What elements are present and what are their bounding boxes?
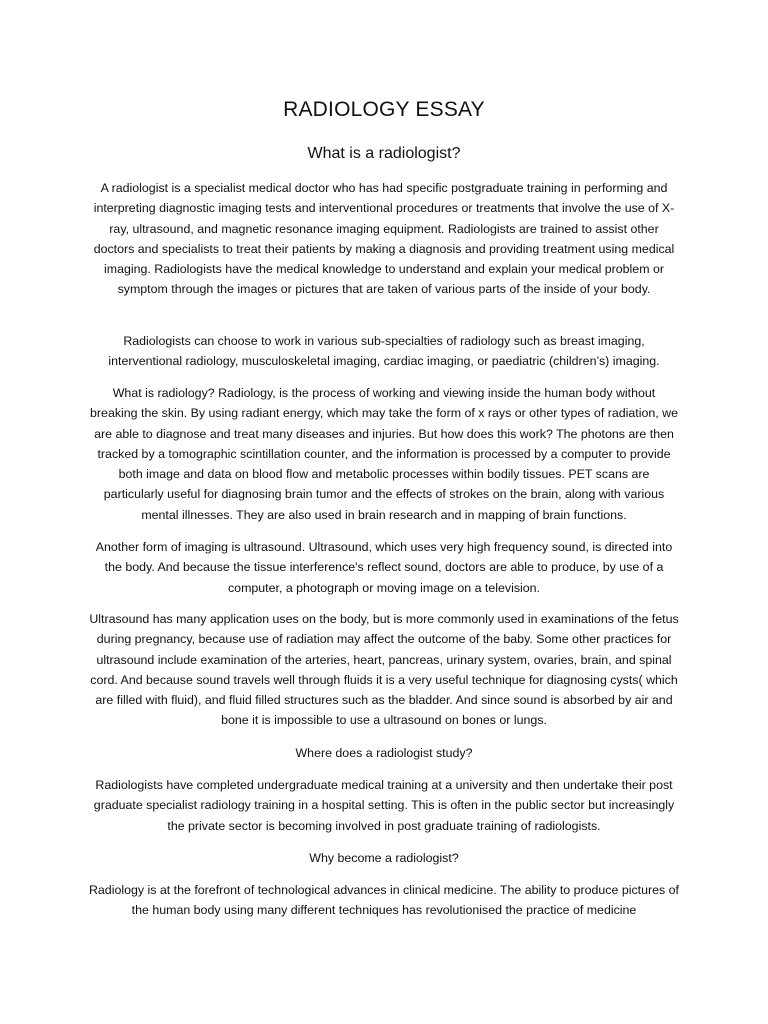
paragraph-1: A radiologist is a specialist medical doctor who has had specific postgraduate training in performing and interpreting diagnostic imaging tests and interventional procedures or treatments that involve the use of X-ray, ultrasound, and magnetic resonance imaging equipment. Radiologists are trained to assist other doctors and specialists to treat their patients by making a diagnosis and providing treatment using medical imaging. Radiologists have the medical knowledge to understand and explain your medical problem or symptom through the images or pictures that are taken of various parts of the inside of your body. [93,181,675,297]
paragraph-4: Another form of imaging is ultrasound. Ultrasound, which uses very high frequency sound, is directed into the body. And because the tissue interference's reflect sound, doctors are able to produce, by use of a computer, a photograph or moving image on a television. [95,540,673,595]
paragraph-2: Radiologists can choose to work in various sub-specialties of radiology such as breast imaging, interventional radiology, musculoskeletal imaging, cardiac imaging, or paediatric (children’s) imaging. [108,334,660,369]
paragraph-6: Radiologists have completed undergraduate medical training at a university and then undertake their post graduate specialist radiology training in a hospital setting. This is often in the public sector but increasingly the private sector is becoming involved in post graduate training of radiologists. [93,778,675,833]
section-heading-why-become: Why become a radiologist? [309,851,459,865]
paragraph-7: Radiology is at the forefront of technological advances in clinical medicine. The ability to produce pictures of the human body using many different techniques has revolutionised the practice of medicine [88,883,680,918]
paragraph-3: What is radiology? Radiology, is the process of working and viewing inside the human body without breaking the skin. By using radiant energy, which may take the form of x rays or other types of radiation, we are able to diagnose and treat many diseases and injuries. But how does this work? The photons are then tracked by a tomographic scintillation counter, and the information is processed by a computer to provide both image and data on blood flow and metabolic processes within bodily tissues. PET scans are particularly useful for diagnosing brain tumor and the effects of strokes on the brain, along with various mental illnesses. They are also used in brain research and in mapping of brain functions. [90,386,678,522]
document-subtitle: What is a radiologist? [307,145,461,162]
paragraph-5: Ultrasound has many application uses on the body, but is more commonly used in examinations of the fetus during pregnancy, because use of radiation may affect the outcome of the baby. Some other practices for ultrasound include examination of the arteries, heart, pancreas, urinary system, ovaries, brain, and spinal cord. And because sound travels well through fluids it is a very useful technique for diagnosing cysts( which are filled with fluid), and fluid filled structures such as the bladder. And since sound is absorbed by air and bone it is impossible to use a ultrasound on bones or lungs. [89,612,679,728]
document-title: RADIOLOGY ESSAY [283,98,485,121]
section-heading-where-study: Where does a radiologist study? [295,746,473,760]
